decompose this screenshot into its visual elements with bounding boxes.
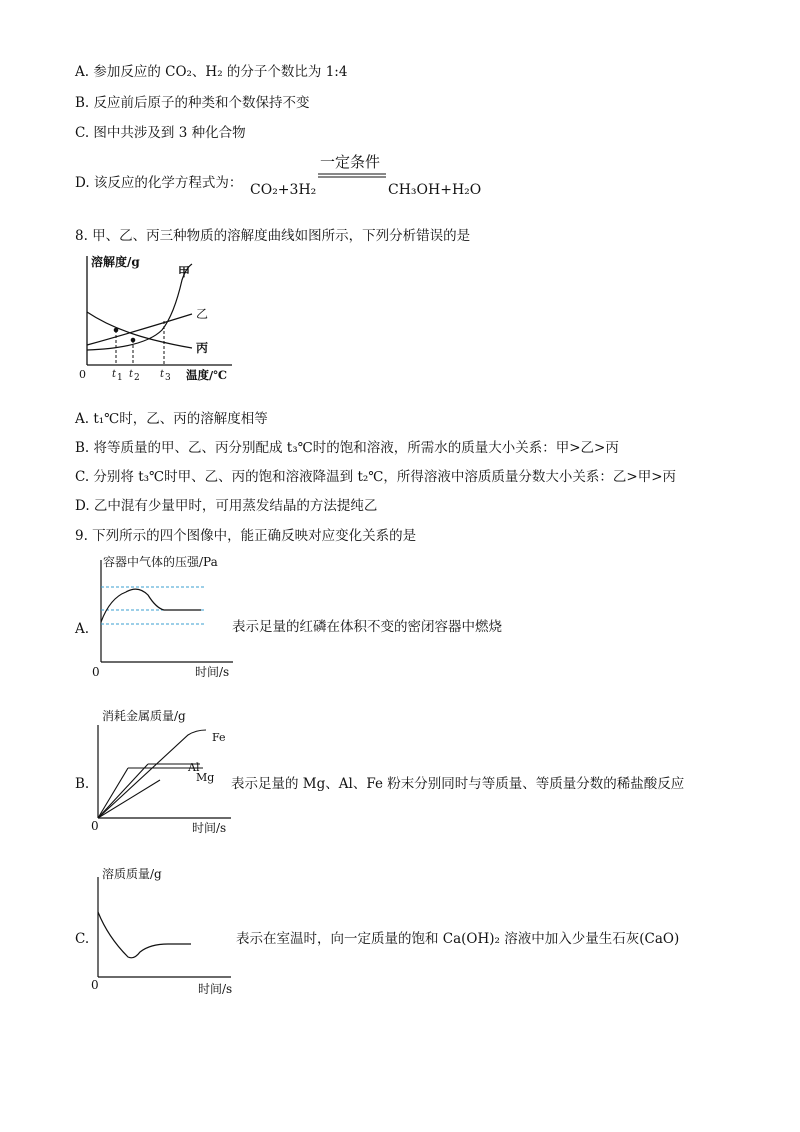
q8-intersect-t2 xyxy=(131,338,136,343)
q9b-line-mg-rise xyxy=(98,780,160,818)
q8-stem: 8. 甲、乙、丙三种物质的溶解度曲线如图所示，下列分析错误的是 xyxy=(75,228,471,244)
q9-option-a-letter: A. xyxy=(75,621,90,637)
q8-option-b: B. 将等质量的甲、乙、丙分别配成 t₃℃时的饱和溶液，所需水的质量大小关系：甲>乙>丙 xyxy=(75,440,619,456)
q9-graph-b xyxy=(88,705,238,840)
q9-option-c-letter: C. xyxy=(75,931,90,947)
q8-label-yi: 乙 xyxy=(196,307,209,321)
q9-graph-c xyxy=(88,862,238,997)
q9b-origin: 0 xyxy=(91,819,99,833)
q7-option-d-label: D. 该反应的化学方程式为： xyxy=(75,175,243,191)
q8-t3-label: t xyxy=(160,369,165,380)
q9c-solute-curve xyxy=(98,912,191,958)
q9a-origin: 0 xyxy=(92,665,100,679)
q9a-xlabel: 时间/s xyxy=(195,665,230,679)
q7-equation-condition: 一定条件 xyxy=(320,153,381,171)
q9-stem: 9. 下列所示的四个图像中，能正确反映对应变化关系的是 xyxy=(75,528,417,544)
q7-equation-equals-sign xyxy=(318,172,388,180)
q9-option-a-desc: 表示足量的红磷在体积不变的密闭容器中燃烧 xyxy=(232,619,502,635)
q8-t2-label: t xyxy=(129,369,134,380)
q9c-xlabel: 时间/s xyxy=(198,982,233,996)
q9c-ylabel: 溶质质量/g xyxy=(102,867,162,881)
q8-origin: 0 xyxy=(79,368,86,381)
q9b-line-fe xyxy=(98,730,206,818)
q9c-origin: 0 xyxy=(91,978,99,992)
q8-curve-yi xyxy=(87,314,192,345)
q9a-pressure-curve xyxy=(101,589,201,622)
q8-t2-sub: 2 xyxy=(134,373,140,383)
q8-t1-label: t xyxy=(112,369,117,380)
q8-t1-sub: 1 xyxy=(117,373,123,383)
q8-t3-sub: 3 xyxy=(165,373,171,383)
q9b-line-al-rise xyxy=(98,764,148,818)
q8-option-c: C. 分别将 t₃℃时甲、乙、丙的饱和溶液降温到 t₂℃，所得溶液中溶质质量分数大小关系：乙>甲>丙 xyxy=(75,469,677,485)
q7-option-b: B. 反应前后原子的种类和个数保持不变 xyxy=(75,95,310,111)
q7-option-c: C. 图中共涉及到 3 种化合物 xyxy=(75,125,246,141)
q8-label-bing: 丙 xyxy=(196,341,209,355)
q9-option-b-letter: B. xyxy=(75,776,90,792)
q8-ylabel: 溶解度/g xyxy=(91,255,140,269)
q8-solubility-graph xyxy=(74,250,244,385)
q9a-ylabel: 容器中气体的压强/Pa xyxy=(103,555,218,569)
q8-xlabel: 温度/℃ xyxy=(186,368,227,382)
q9b-label-fe: Fe xyxy=(212,731,226,744)
q9b-line-mg-fast xyxy=(98,768,128,818)
q7-equation-left: CO₂+3H₂ xyxy=(250,182,317,198)
q8-option-d: D. 乙中混有少量甲时，可用蒸发结晶的方法提纯乙 xyxy=(75,498,378,514)
q9b-label-mg: Mg xyxy=(196,771,215,784)
q8-curve-jia xyxy=(87,264,192,350)
q9-option-c-desc: 表示在室温时，向一定质量的饱和 Ca(OH)₂ 溶液中加入少量生石灰(CaO) xyxy=(236,931,680,947)
q9b-label-al: Al xyxy=(188,761,200,774)
q8-option-a: A. t₁℃时，乙、丙的溶解度相等 xyxy=(75,411,268,427)
q9b-ylabel: 消耗金属质量/g xyxy=(102,709,186,723)
q9b-xlabel: 时间/s xyxy=(192,821,227,835)
q7-equation-right: CH₃OH+H₂O xyxy=(388,182,482,198)
q9-graph-a xyxy=(88,550,238,680)
q8-label-jia: 甲 xyxy=(178,265,191,279)
q7-option-a: A. 参加反应的 CO₂、H₂ 的分子个数比为 1:4 xyxy=(75,64,348,80)
q8-intersect-t1 xyxy=(114,328,119,333)
q9-option-b-desc: 表示足量的 Mg、Al、Fe 粉末分别同时与等质量、等质量分数的稀盐酸反应 xyxy=(231,776,685,792)
